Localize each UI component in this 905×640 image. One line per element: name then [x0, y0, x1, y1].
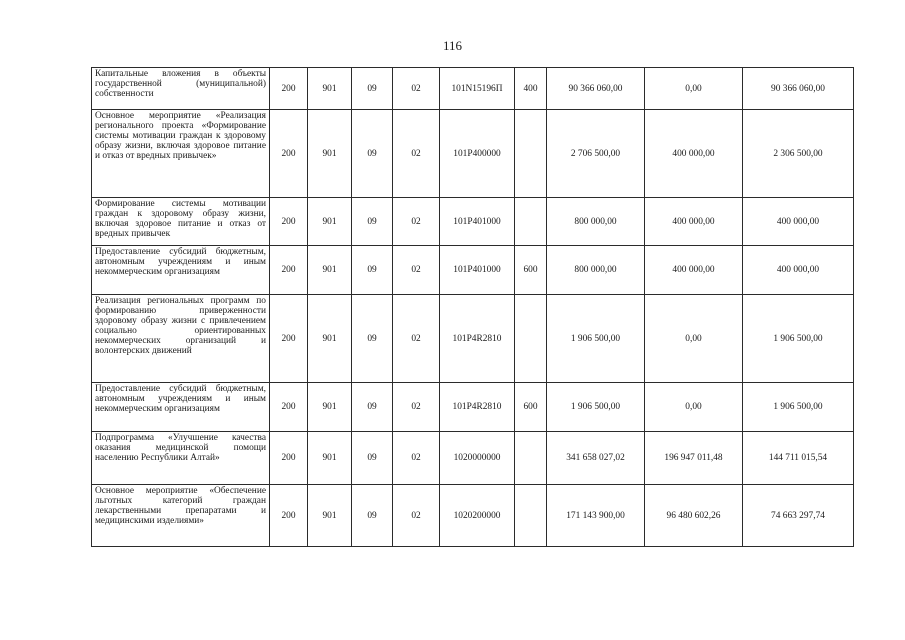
target-article-code: 101P4R2810: [440, 295, 515, 383]
subsection-code: 02: [393, 383, 440, 432]
table-row: [92, 383, 854, 432]
glav-code: 901: [308, 485, 352, 547]
subsection-code: 02: [393, 110, 440, 198]
target-article-code: 101P401000: [440, 198, 515, 246]
amount-col3: 2 306 500,00: [743, 110, 854, 198]
amount-col2: 0,00: [645, 295, 743, 383]
amount-total: 800 000,00: [547, 246, 645, 295]
amount-col3: 1 906 500,00: [743, 295, 854, 383]
glav-code: 901: [308, 295, 352, 383]
subsection-code: 02: [393, 485, 440, 547]
subsection-code: 02: [393, 295, 440, 383]
ved-code: 200: [270, 485, 308, 547]
target-article-code: 101P4R2810: [440, 383, 515, 432]
ved-code: 200: [270, 198, 308, 246]
expense-type-code: 400: [515, 68, 547, 110]
amount-total: 1 906 500,00: [547, 295, 645, 383]
table-row: [92, 198, 854, 246]
expense-type-code: [515, 110, 547, 198]
subsection-code: 02: [393, 198, 440, 246]
target-article-code: 101P400000: [440, 110, 515, 198]
subsection-code: 02: [393, 432, 440, 485]
target-article-code: 101N15196П: [440, 68, 515, 110]
expense-type-code: 600: [515, 383, 547, 432]
table-row: [92, 246, 854, 295]
ved-code: 200: [270, 110, 308, 198]
amount-total: 341 658 027,02: [547, 432, 645, 485]
amount-col2: 0,00: [645, 383, 743, 432]
budget-table: [91, 67, 854, 547]
expense-type-code: [515, 295, 547, 383]
ved-code: 200: [270, 383, 308, 432]
target-article-code: 1020000000: [440, 432, 515, 485]
section-code: 09: [352, 110, 393, 198]
amount-col3: 90 366 060,00: [743, 68, 854, 110]
section-code: 09: [352, 485, 393, 547]
ved-code: 200: [270, 246, 308, 295]
amount-col2: 400 000,00: [645, 198, 743, 246]
glav-code: 901: [308, 68, 352, 110]
target-article-code: 1020200000: [440, 485, 515, 547]
row-name: Капитальные вложения в объекты государственной (муниципальной) собственности: [92, 68, 270, 110]
amount-total: 1 906 500,00: [547, 383, 645, 432]
amount-col2: 400 000,00: [645, 246, 743, 295]
row-name: Формирование системы мотивации граждан к здоровому образу жизни, включая здоровое питание и отказ от вредных привычек: [92, 198, 270, 246]
section-code: 09: [352, 432, 393, 485]
section-code: 09: [352, 295, 393, 383]
table-row: [92, 295, 854, 383]
glav-code: 901: [308, 110, 352, 198]
target-article-code: 101P401000: [440, 246, 515, 295]
amount-col3: 400 000,00: [743, 198, 854, 246]
subsection-code: 02: [393, 246, 440, 295]
row-name: Предоставление субсидий бюджетным, автономным учреждениям и иным некоммерческим организациям: [92, 383, 270, 432]
expense-type-code: [515, 485, 547, 547]
section-code: 09: [352, 383, 393, 432]
amount-total: 800 000,00: [547, 198, 645, 246]
table-row: [92, 485, 854, 547]
amount-col3: 400 000,00: [743, 246, 854, 295]
amount-col2: 196 947 011,48: [645, 432, 743, 485]
amount-total: 90 366 060,00: [547, 68, 645, 110]
ved-code: 200: [270, 68, 308, 110]
subsection-code: 02: [393, 68, 440, 110]
amount-col2: 0,00: [645, 68, 743, 110]
amount-col3: 144 711 015,54: [743, 432, 854, 485]
expense-type-code: 600: [515, 246, 547, 295]
amount-col3: 74 663 297,74: [743, 485, 854, 547]
section-code: 09: [352, 198, 393, 246]
row-name: Основное мероприятие «Реализация регионального проекта «Формирование системы мотивации граждан к здоровому образу жизни, включая здоровое питание и отказ от вредных привычек»: [92, 110, 270, 198]
ved-code: 200: [270, 432, 308, 485]
amount-col2: 400 000,00: [645, 110, 743, 198]
expense-type-code: [515, 198, 547, 246]
ved-code: 200: [270, 295, 308, 383]
row-name: Предоставление субсидий бюджетным, автономным учреждениям и иным некоммерческим организациям: [92, 246, 270, 295]
glav-code: 901: [308, 432, 352, 485]
row-name: Основное мероприятие «Обеспечение льготных категорий граждан лекарственными препаратами и медицинскими изделиями»: [92, 485, 270, 547]
table-row: [92, 110, 854, 198]
glav-code: 901: [308, 246, 352, 295]
amount-total: 2 706 500,00: [547, 110, 645, 198]
table-body: [92, 68, 854, 547]
row-name: Реализация региональных программ по формированию приверженности здоровому образу жизни с привлечением социально ориентированных некоммерческих организаций и волонтерских движений: [92, 295, 270, 383]
table-row: [92, 68, 854, 110]
amount-col2: 96 480 602,26: [645, 485, 743, 547]
amount-total: 171 143 900,00: [547, 485, 645, 547]
table-row: [92, 432, 854, 485]
row-name: Подпрограмма «Улучшение качества оказания медицинской помощи населению Республики Алтай»: [92, 432, 270, 485]
glav-code: 901: [308, 383, 352, 432]
page-number: 116: [442, 38, 463, 53]
glav-code: 901: [308, 198, 352, 246]
section-code: 09: [352, 68, 393, 110]
amount-col3: 1 906 500,00: [743, 383, 854, 432]
section-code: 09: [352, 246, 393, 295]
expense-type-code: [515, 432, 547, 485]
